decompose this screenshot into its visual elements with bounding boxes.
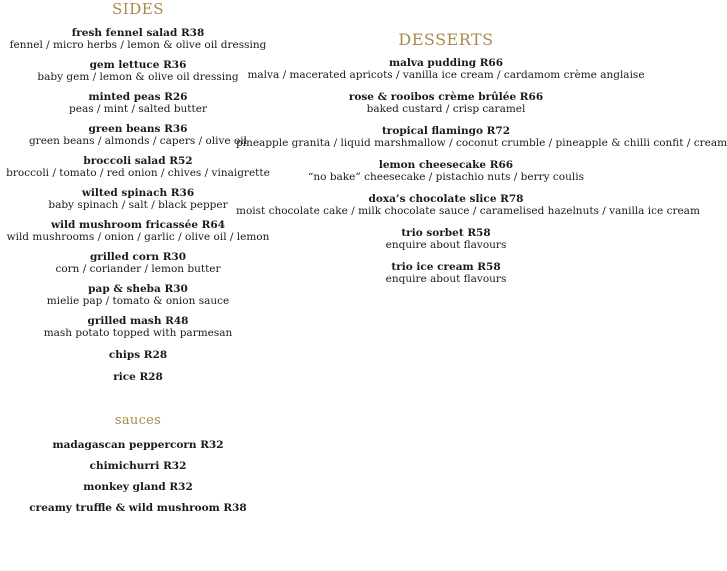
item-name: green beans R36 [88,123,188,135]
sauces-list [0,439,276,514]
item-name: monkey gland R32 [83,481,193,493]
item-name: chimichurri R32 [89,460,187,472]
item-description: fennel / micro herbs / lemon & olive oil dressing [9,39,267,51]
list-item [236,159,656,183]
list-item [0,460,276,472]
sides-column [0,0,276,514]
item-name: wild mushroom fricassée R64 [50,219,226,231]
list-item [0,502,276,514]
list-item [0,349,276,361]
item-name: gem lettuce R36 [89,59,187,71]
item-name: wilted spinach R36 [81,187,195,199]
list-item [0,155,276,179]
list-item [0,481,276,493]
item-name: doxa’s chocolate slice R78 [368,193,524,205]
item-name: rice R28 [113,371,163,383]
item-name: trio ice cream R58 [391,261,501,273]
desserts-list [236,57,727,285]
item-description: baked custard / crisp caramel [366,103,526,115]
list-item [0,219,276,243]
item-description: broccoli / tomato / red onion / chives / vinaigrette [6,167,270,179]
item-name: tropical flamingo R72 [381,125,511,137]
list-item [0,283,276,307]
list-item [236,57,656,81]
item-description: baby gem / lemon & olive oil dressing [37,71,239,83]
item-description: malva / macerated apricots / vanilla ice cream / cardamom crème anglaise [247,69,645,81]
item-name: grilled corn R30 [89,251,187,263]
list-item [236,227,656,251]
item-description: corn / coriander / lemon butter [55,263,221,275]
list-item [0,27,276,51]
list-item [0,439,276,451]
item-description: baby spinach / salt / black pepper [48,199,228,211]
item-description: green beans / almonds / capers / olive oil [28,135,248,147]
list-item [0,315,276,339]
sauces-heading: sauces [114,413,162,428]
item-name: pap & sheba R30 [88,283,188,295]
desserts-heading: DESSERTS [398,30,494,49]
list-item [0,371,276,383]
item-name: madagascan peppercorn R32 [52,439,224,451]
list-item [0,123,276,147]
item-description: “no bake” cheesecake / pistachio nuts / berry coulis [308,171,584,183]
list-item [0,59,276,83]
item-name: grilled mash R48 [87,315,189,327]
list-item [236,193,700,217]
item-name: malva pudding R66 [388,57,504,69]
item-name: chips R28 [108,349,168,361]
item-description: pineapple granita / liquid marshmallow / coconut crumble / pineapple & chilli confit / cream [236,137,727,149]
item-description: moist chocolate cake / milk chocolate sauce / caramelised hazelnuts / vanilla ice cream [236,205,700,217]
desserts-column [236,0,727,285]
list-item [0,91,276,115]
item-description: enquire about flavours [385,273,507,285]
item-name: rose & rooibos crème brûlée R66 [348,91,544,103]
sides-list [0,27,276,383]
item-description: mielie pap / tomato & onion sauce [46,295,230,307]
item-description: wild mushrooms / onion / garlic / olive oil / lemon [6,231,270,243]
item-name: creamy truffle & wild mushroom R38 [29,502,247,514]
list-item [236,125,727,149]
list-item [236,261,656,285]
item-name: trio sorbet R58 [401,227,491,239]
list-item [0,251,276,275]
item-name: broccoli salad R52 [83,155,193,167]
list-item [236,91,656,115]
item-description: enquire about flavours [385,239,507,251]
item-description: mash potato topped with parmesan [43,327,233,339]
item-description: peas / mint / salted butter [69,103,207,115]
item-name: minted peas R26 [88,91,188,103]
item-name: lemon cheesecake R66 [378,159,514,171]
list-item [0,187,276,211]
item-name: fresh fennel salad R38 [71,27,205,39]
sides-heading: SIDES [112,0,164,18]
